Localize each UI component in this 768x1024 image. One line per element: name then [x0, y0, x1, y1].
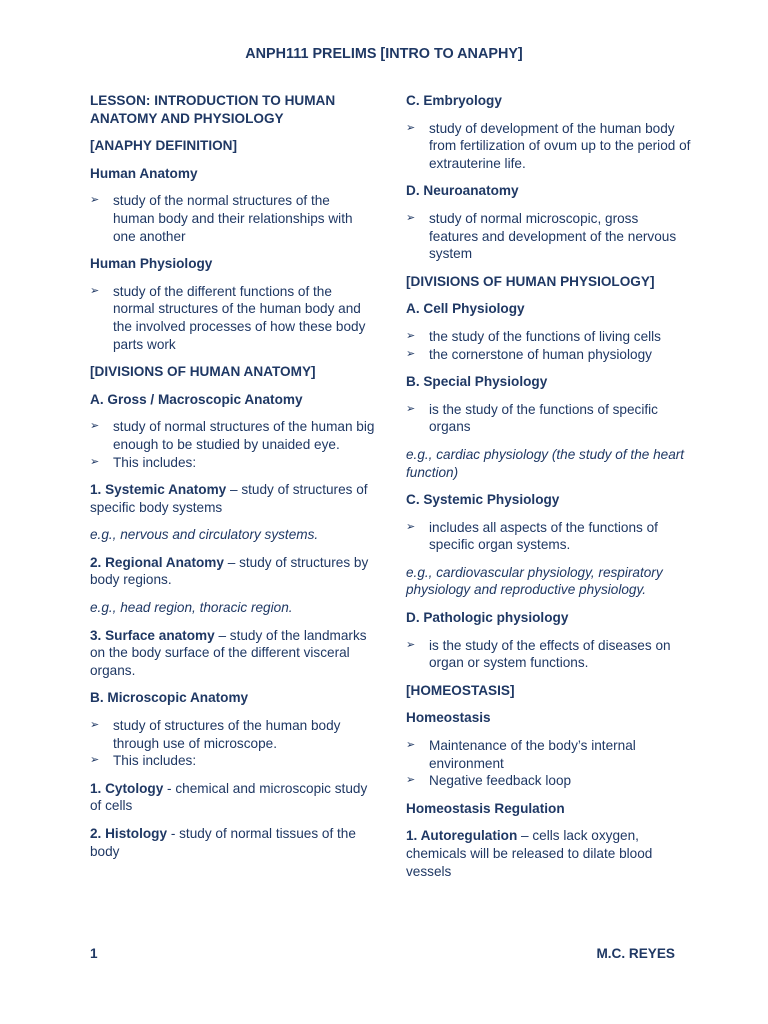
arrow-bullet-icon: ➢	[90, 754, 100, 767]
human-physiology-list	[90, 283, 375, 353]
list-item: ➢ is the study of the functions of specific organs	[406, 401, 658, 435]
divisions-anatomy-heading: [DIVISIONS OF HUMAN ANATOMY]	[90, 364, 316, 380]
pathologic-physiology-list	[406, 637, 691, 672]
arrow-bullet-icon: ➢	[406, 329, 416, 342]
human-physiology-heading: Human Physiology	[90, 256, 213, 272]
list-item: ➢ Negative feedback loop	[406, 773, 572, 789]
embryology-list	[406, 120, 691, 173]
systemic-physiology-list	[406, 519, 691, 554]
embryology-heading: C. Embryology	[406, 93, 502, 108]
gross-anatomy-heading: A. Gross / Macroscopic Anatomy	[90, 391, 303, 407]
arrow-bullet-icon: ➢	[90, 719, 100, 732]
homeostasis-heading: Homeostasis	[406, 710, 491, 726]
list-item: ➢ study of development of the human body from fertilization of ovum up to the period of extrauterine life.	[406, 120, 691, 171]
arrow-bullet-icon: ➢	[90, 455, 100, 468]
cytology-entry: 1. Cytology - chemical and microscopic study of cells	[90, 780, 368, 814]
systemic-anatomy-example: e.g., nervous and circulatory systems.	[90, 527, 319, 543]
arrow-bullet-icon: ➢	[406, 121, 416, 134]
list-item: ➢ study of structures of the human body through use of microscope.	[90, 718, 341, 751]
page-number: 1	[90, 946, 98, 961]
systemic-physiology-heading: C. Systemic Physiology	[406, 492, 560, 508]
list-item: ➢ study of normal microscopic, gross features and development of the nervous system	[406, 210, 677, 262]
arrow-bullet-icon: ➢	[90, 284, 100, 297]
list-item: ➢ study of the normal structures of the human body and their relationships with one another	[90, 193, 353, 244]
list-item: ➢ is the study of the effects of diseases on organ or system functions.	[406, 637, 671, 671]
homeostasis-bracket-heading: [HOMEOSTASIS]	[406, 682, 515, 698]
list-item: ➢ Maintenance of the body’s internal environment	[406, 738, 636, 771]
homeostasis-regulation-heading: Homeostasis Regulation	[406, 800, 565, 816]
list-item: ➢ the study of the functions of living cells	[406, 328, 661, 344]
divisions-physiology-heading: [DIVISIONS OF HUMAN PHYSIOLOGY]	[406, 273, 655, 289]
arrow-bullet-icon: ➢	[406, 520, 416, 533]
list-item: ➢ the cornerstone of human physiology	[406, 346, 652, 362]
right-column	[406, 92, 691, 890]
surface-anatomy-entry: 3. Surface anatomy – study of the landmarks on the body surface of the different visceral organs.	[90, 627, 367, 678]
human-anatomy-list	[90, 192, 375, 245]
autoregulation-entry: 1. Autoregulation – cells lack oxygen, chemicals will be released to dilate blood vessels	[406, 828, 653, 879]
microscopic-anatomy-heading: B. Microscopic Anatomy	[90, 690, 249, 706]
cell-physiology-list	[406, 328, 691, 363]
list-item: ➢ study of the different functions of the normal structures of the human body and the involved processes of how these body parts work	[90, 283, 366, 352]
neuroanatomy-heading: D. Neuroanatomy	[406, 183, 519, 199]
arrow-bullet-icon: ➢	[406, 402, 416, 415]
lesson-heading: LESSON: INTRODUCTION TO HUMAN ANATOMY AND PHYSIOLOGY	[90, 93, 336, 126]
systemic-anatomy-entry: 1. Systemic Anatomy – study of structures of specific body systems	[90, 482, 368, 515]
arrow-bullet-icon: ➢	[406, 211, 416, 224]
anaphy-definition-heading: [ANAPHY DEFINITION]	[90, 138, 238, 154]
special-physiology-heading: B. Special Physiology	[406, 374, 548, 390]
list-item: ➢ This includes:	[90, 753, 197, 769]
arrow-bullet-icon: ➢	[406, 774, 416, 787]
gross-anatomy-list	[90, 418, 375, 471]
author-name: M.C. REYES	[596, 946, 675, 961]
list-item: ➢ study of normal structures of the human big enough to be studied by unaided eye.	[90, 419, 375, 452]
regional-anatomy-example: e.g., head region, thoracic region.	[90, 600, 293, 616]
arrow-bullet-icon: ➢	[90, 420, 100, 433]
list-item: ➢ This includes:	[90, 454, 197, 470]
left-column	[90, 92, 375, 870]
histology-entry: 2. Histology - study of normal tissues of the body	[90, 826, 356, 859]
systemic-physiology-example: e.g., cardiovascular physiology, respiratory physiology and reproductive physiology.	[406, 564, 663, 598]
list-item: ➢ includes all aspects of the functions of specific organ systems.	[406, 519, 658, 553]
cell-physiology-heading: A. Cell Physiology	[406, 301, 525, 317]
arrow-bullet-icon: ➢	[90, 194, 100, 207]
homeostasis-list	[406, 737, 691, 790]
arrow-bullet-icon: ➢	[406, 638, 416, 651]
human-anatomy-heading: Human Anatomy	[90, 165, 198, 181]
pathologic-physiology-heading: D. Pathologic physiology	[406, 610, 569, 626]
arrow-bullet-icon: ➢	[406, 347, 416, 360]
microscopic-anatomy-list	[90, 717, 375, 770]
neuroanatomy-list	[406, 210, 691, 263]
page-title: ANPH111 PRELIMS [INTRO TO ANAPHY]	[245, 46, 523, 62]
special-physiology-list	[406, 401, 691, 436]
regional-anatomy-entry: 2. Regional Anatomy – study of structures by body regions.	[90, 554, 369, 588]
arrow-bullet-icon: ➢	[406, 739, 416, 752]
special-physiology-example: e.g., cardiac physiology (the study of the heart function)	[406, 446, 685, 480]
